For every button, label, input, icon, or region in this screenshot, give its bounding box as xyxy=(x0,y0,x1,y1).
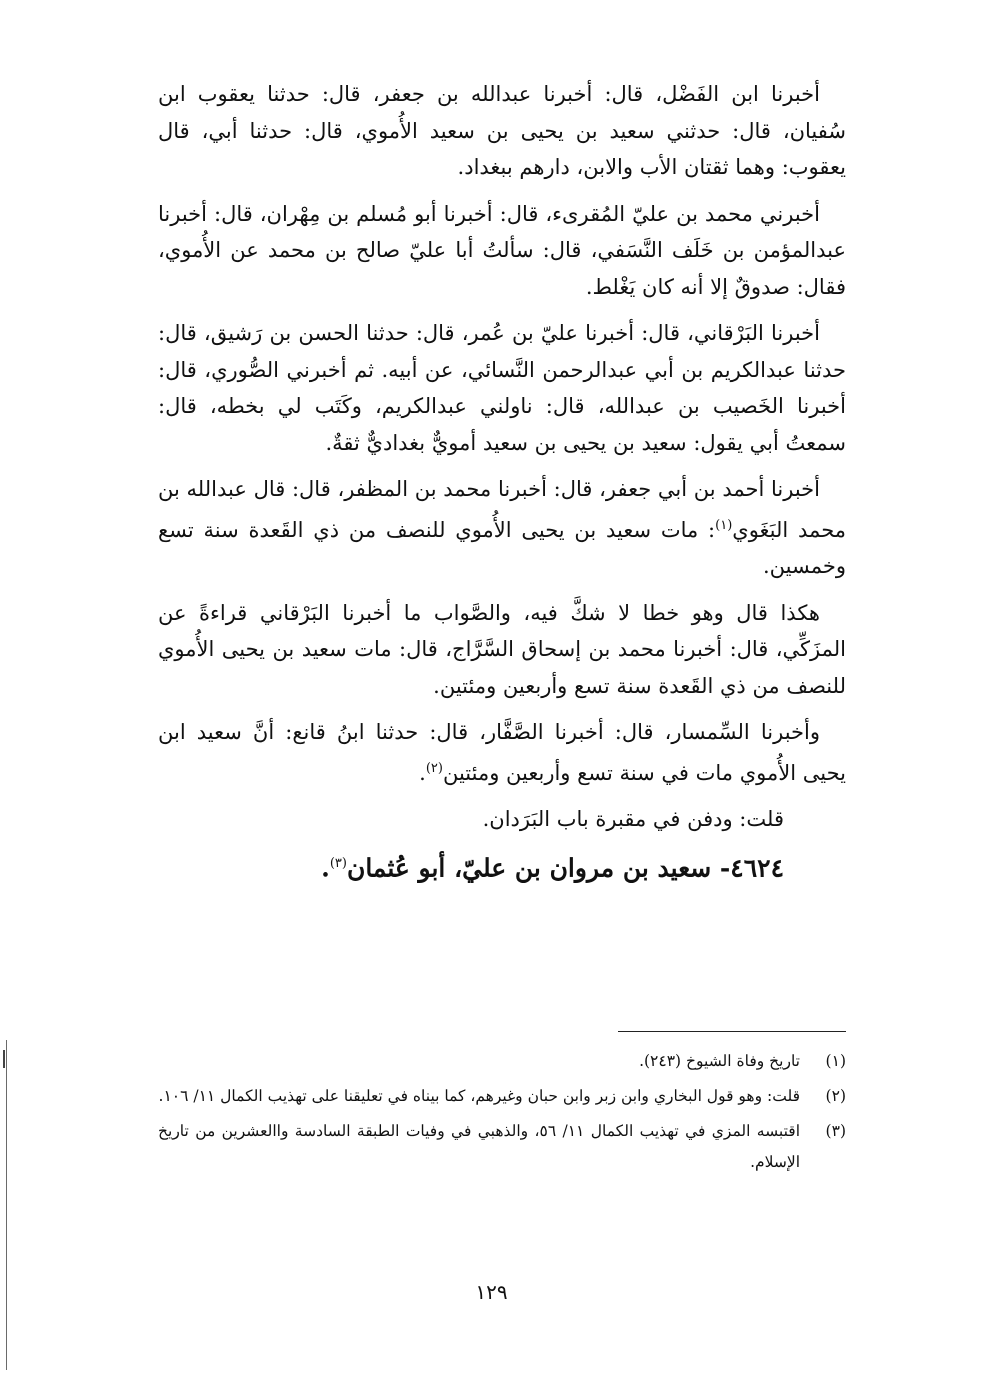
paragraph-1: أخبرنا ابن الفَضْل، قال: أخبرنا عبدالله بن جعفر، قال: حدثنا يعقوب ابن سُفيان، قال: حدثني سعيد بن يحيى بن سعيد الأُموي، قال: حدثنا أبي، قال يعقوب: وهما ثقتان الأب والابن، دارهم ببغداد. xyxy=(158,82,846,179)
footnote-2 xyxy=(158,1081,846,1112)
footnote-3 xyxy=(158,1116,846,1178)
footnote-ref-2: (٢) xyxy=(425,760,443,776)
main-text xyxy=(158,76,846,888)
footnote-text: تاريخ وفاة الشيوخ (٢٤٣). xyxy=(639,1052,800,1070)
footnote-number: (٢) xyxy=(825,1087,846,1105)
footnote-ref-1: (١) xyxy=(715,517,733,533)
paragraph-6 xyxy=(158,714,846,791)
footnote-text: قلت: وهو قول البخاري وابن زبر وابن حبان وغيرهم، كما بيناه في تعليقنا على تهذيب الكمال ١١/ ١٠٦. xyxy=(158,1087,800,1105)
paragraph-4 xyxy=(158,471,846,585)
footnote-ref-3: (٣) xyxy=(329,855,347,871)
entry-heading xyxy=(158,844,846,888)
entry-heading-tail: . xyxy=(321,852,330,882)
scan-edge-mark xyxy=(3,1050,5,1068)
paragraph-4-text: أخبرنا أحمد بن أبي جعفر، قال: أخبرنا محمد بن المظفر، قال: قال عبدالله بن محمد البَغَوي xyxy=(158,477,846,542)
paragraph-6-text: وأخبرنا السِّمسار، قال: أخبرنا الصَّفَّار، قال: حدثنا ابنُ قانع: أنَّ سعيد ابن يحيى الأُموي مات في سنة تسع وأربعين ومئتين xyxy=(158,720,846,785)
paragraph-6-tail: . xyxy=(419,760,426,785)
scan-edge-line xyxy=(6,1040,7,1370)
footnote-divider xyxy=(618,1031,846,1032)
page-number: ١٢٩ xyxy=(475,1280,508,1304)
paragraph-3: أخبرنا البَرْقاني، قال: أخبرنا عليّ بن عُمر، قال: حدثنا الحسن بن رَشيق، قال: حدثنا عبدالكريم بن أبي عبدالرحمن النَّسائي، عن أبيه. ثم أخبرني الصُّوري، قال: أخبرنا الخَصيب بن عبدالله، قال: ناولني عبدالكريم، وكَتَب لي بخطه، قال: سمعتُ أبي يقول: سعيد بن يحيى بن سعيد أمويٌّ بغداديٌّ ثقةٌ. xyxy=(158,321,846,455)
paragraph-5: هكذا قال وهو خطا لا شكَّ فيه، والصَّواب ما أخبرنا البَرْقاني قراءةً عن المزَكِّي، قال: أخبرنا محمد بن إسحاق السَّرَّاج، قال: مات سعيد بن يحيى الأُموي للنصف من ذي القَعدة سنة تسع وأربعين ومئتين. xyxy=(158,600,846,698)
footnote-text: اقتبسه المزي في تهذيب الكمال ١١/ ٥٦، والذهبي في وفيات الطبقة السادسة واالعشرين من تاريخ الإسلام. xyxy=(158,1122,800,1171)
paragraph-7: قلت: ودفن في مقبرة باب البَرَدان. xyxy=(482,807,784,831)
footnote-number: (١) xyxy=(825,1052,846,1070)
entry-heading-text: ٤٦٢٤- سعيد بن مروان بن عليّ، أبو عُثمان xyxy=(346,852,784,882)
footnote-number: (٣) xyxy=(825,1122,846,1140)
paragraph-2: أخبرني محمد بن عليّ المُقرىء، قال: أخبرنا أبو مُسلم بن مِهْران، قال: أخبرنا عبدالمؤمن بن خَلَف النَّسَفي، قال: سألتُ أبا عليّ صالح بن محمد عن الأُموي، فقال: صدوقٌ إلا أنه كان يَغْلط. xyxy=(158,201,846,299)
paragraph-4-tail: : مات سعيد بن يحيى الأُموي للنصف من ذي القَعدة سنة تسع وخمسين. xyxy=(158,517,846,578)
footnote-1 xyxy=(158,1046,846,1077)
footnotes xyxy=(158,1046,846,1182)
